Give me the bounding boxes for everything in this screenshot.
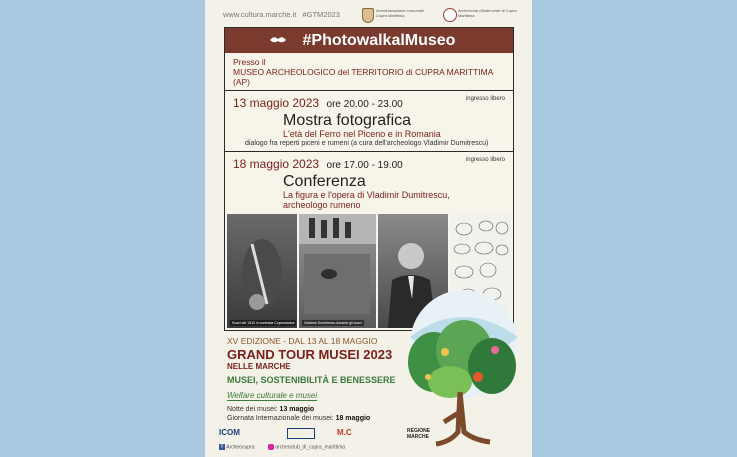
direzione-logo-icon [287, 428, 315, 439]
museum-day [227, 414, 417, 423]
archeoclub-logo-icon [443, 8, 457, 22]
event-subtitle-line1: La figura e l'opera di Vladimir Dumitrescu, [283, 190, 450, 200]
event-date: 18 maggio 2023 [233, 157, 320, 171]
social-links [219, 444, 345, 450]
instagram-icon[interactable] [268, 444, 274, 450]
event-subtitle-line2: archeologo rumeno [283, 200, 361, 210]
dig-site-photo [299, 214, 376, 328]
event-description: dialogo fra reperti piceni e rumeni (a cura dell'archeologo Vladimir Dumitrescu) [245, 140, 489, 147]
festival-title: GRAND TOUR MUSEI 2023 [227, 347, 393, 362]
welfare-subtitle: Welfare culturale e musei [227, 391, 318, 400]
free-entry: ingresso libero [465, 96, 505, 102]
edition: XV EDIZIONE - DAL 13 AL 18 MAGGIO [227, 336, 378, 346]
title-banner [225, 28, 513, 53]
festival-theme: MUSEI, SOSTENIBILITÀ E BENESSERE [227, 375, 396, 385]
day-date: 18 maggio [335, 415, 371, 422]
day-label: Giornata Internazionale dei musei: [227, 415, 334, 422]
workers-image [299, 214, 376, 328]
event-hours: ore 20.00 - 23.00 [326, 99, 403, 110]
event-title: Mostra fotografica [283, 112, 412, 129]
hashtag: #GTM2023 [302, 10, 340, 19]
event-hours: ore 17.00 - 19.00 [326, 160, 403, 171]
event-exhibition [225, 91, 513, 152]
tree-illustration-icon [400, 282, 525, 452]
excavation-photo [227, 214, 297, 328]
facebook-icon[interactable]: f [219, 444, 225, 450]
event-title: Conferenza [283, 173, 366, 190]
photo-caption: Scavi del 1910 in contrada Cupramarina [232, 321, 295, 325]
venue-line1: Presso il [233, 57, 266, 67]
venue-line2: MUSEO ARCHEOLOGICO del TERRITORIO di CUPRA MARITTIMA (AP) [233, 67, 493, 87]
facebook-handle[interactable]: Archeocupra [226, 444, 255, 451]
icom-logo: ICOM [219, 428, 240, 437]
night-label: Notte dei musei: [227, 406, 278, 413]
site-url[interactable]: www.cultura.marche.it [223, 10, 297, 19]
festival-info [227, 336, 417, 423]
mc-logo: M.C [337, 428, 352, 437]
banner-title: #PhotowalkalMuseo [302, 32, 456, 49]
partner-archeoclub: Archeoclub d'Italia sede di Cupra Marittima [458, 8, 517, 18]
venue [225, 53, 513, 91]
event-date: 13 maggio 2023 [233, 96, 320, 110]
handshake-icon [269, 34, 287, 46]
header-bar [223, 10, 340, 19]
poster [205, 0, 532, 457]
instagram-handle[interactable]: archeoclub_di_cupra_marittima [275, 444, 346, 451]
partner-municipality: Amministrazione comunale Cupra Marittima [376, 8, 425, 18]
event-subtitle: L'età del Ferro nel Piceno e in Romania [283, 129, 441, 139]
free-entry: ingresso libero [465, 157, 505, 163]
photo-caption: Vladimir Dumitrescu durante gli scavi [304, 321, 362, 325]
sponsor-logos [219, 428, 519, 440]
festival-region: NELLE MARCHE [227, 362, 291, 371]
municipal-crest-icon [362, 8, 374, 23]
regione-marche-logo: REGIONE MARCHE [407, 428, 431, 440]
museum-night [227, 405, 417, 414]
skeleton-burial-image [227, 214, 297, 328]
night-date: 13 maggio [279, 406, 315, 413]
event-conference [225, 152, 513, 213]
